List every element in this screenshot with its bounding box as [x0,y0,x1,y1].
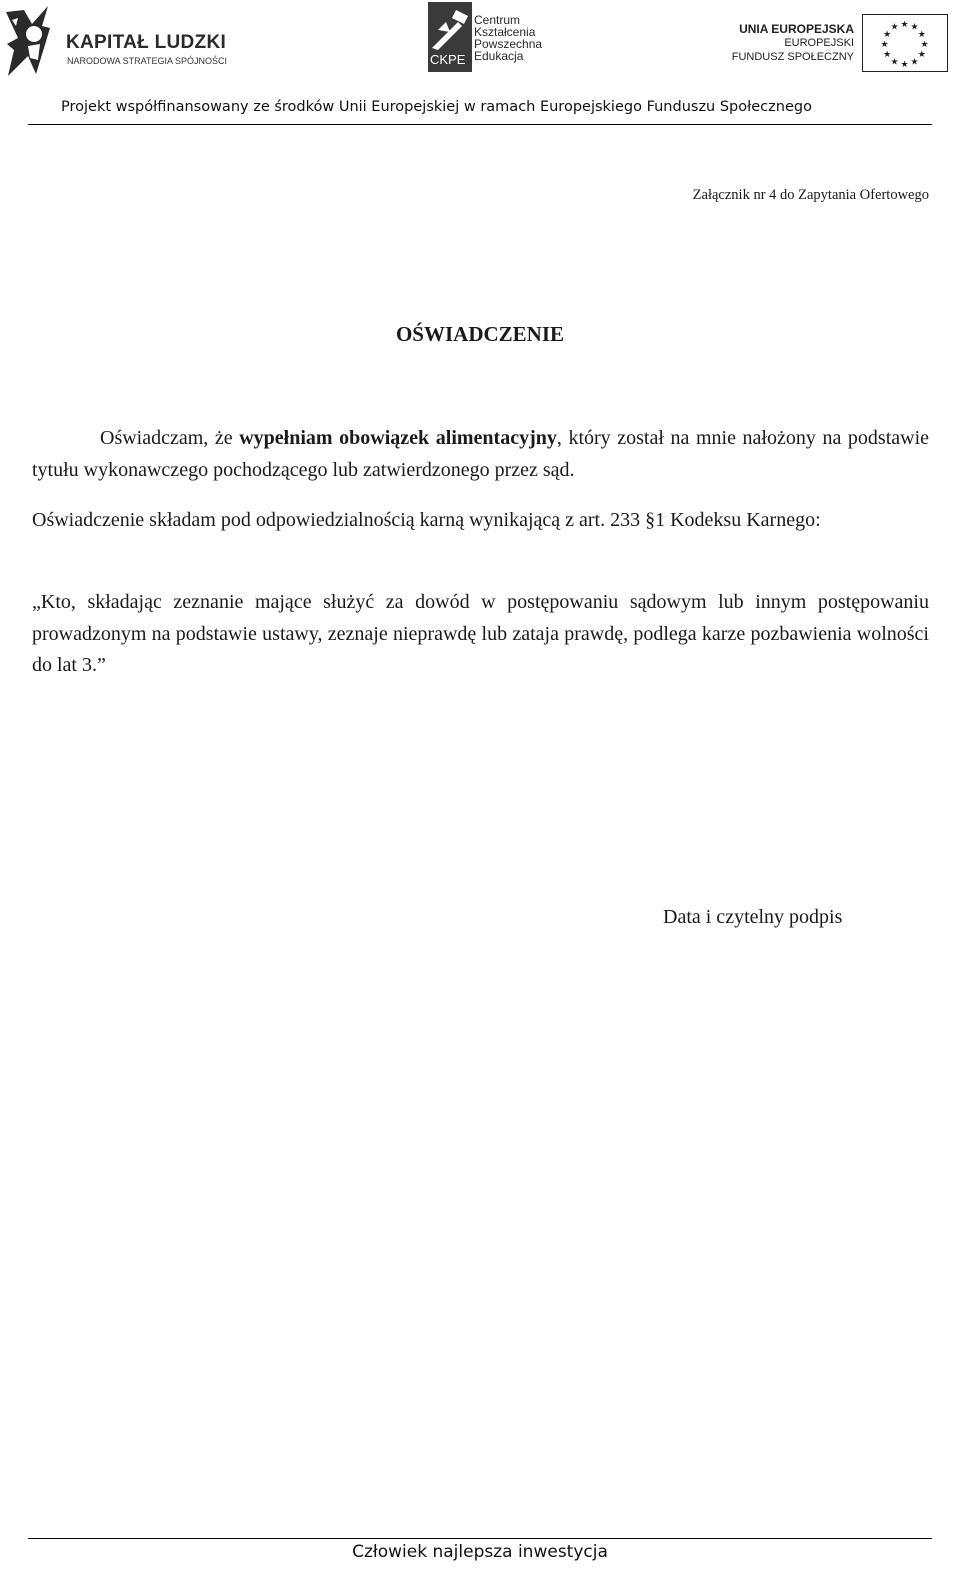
header-divider [28,124,932,125]
svg-text:★: ★ [880,40,889,50]
svg-text:★: ★ [900,60,909,70]
svg-text:★: ★ [910,22,919,33]
svg-text:★: ★ [917,30,926,40]
kapital-ludzki-logo [4,4,234,80]
liability-paragraph: Oświadczenie składam pod odpowiedzialnością karną wynikającą z art. 233 §1 Kodeksu Karnego: [32,509,821,531]
annex-label: Załącznik nr 4 do Zapytania Ofertowego [692,187,929,203]
ckpe-name [474,14,542,62]
svg-text:★: ★ [890,57,899,68]
declaration-text-start: Oświadczam, że [100,427,240,449]
svg-text:★: ★ [917,50,926,60]
kapital-ludzki-emblem-icon [4,4,64,80]
ckpe-line: Kształcenia [474,25,536,39]
svg-text:★: ★ [900,20,909,30]
svg-text:★: ★ [883,30,892,40]
eu-text [732,22,854,64]
svg-text:★: ★ [910,57,919,68]
svg-text:★: ★ [890,22,899,33]
eu-line: UNIA EUROPEJSKA [739,22,854,36]
declaration-paragraph [32,423,929,486]
eu-line: EUROPEJSKI [784,37,854,49]
footer-slogan: Człowiek najlepsza inwestycja [352,1542,608,1562]
logo-bar [0,0,960,92]
footer-divider [28,1538,932,1539]
eu-flag-icon [862,14,948,72]
svg-text:★: ★ [883,50,892,60]
project-funding-line: Projekt współfinansowany ze środków Unii Europejskiej w ramach Europejskiego Funduszu Społecznego [61,99,812,115]
ckpe-line: Powszechna [474,37,543,51]
kapital-ludzki-title: KAPITAŁ LUDZKI [66,32,227,53]
ckpe-badge: CKPE [430,52,466,67]
declaration-text-end: , który został na mnie nałożony na podstawie tytułu wykonawczego pochodzącego lub zatwierdzonego przez sąd. [32,427,930,481]
legal-quote-paragraph: „Kto, składając zeznanie mające służyć za dowód w postępowaniu sądowym lub innym postępowaniu prowadzonym na podstawie ustawy, zeznaje nieprawdę lub zataja prawdę, podlega karze pozbawienia wolności do lat 3.” [32,591,929,676]
eu-line: FUNDUSZ SPOŁECZNY [731,51,854,63]
ckpe-line: Centrum [474,13,521,27]
eu-logo [731,14,954,78]
kapital-ludzki-subtitle: NARODOWA STRATEGIA SPÓJNOŚCI [67,56,228,66]
ckpe-logo [428,2,548,74]
ckpe-line: Edukacja [474,49,524,63]
svg-text:★: ★ [920,40,929,50]
document-title: OŚWIADCZENIE [395,322,565,346]
declaration-bold-text: wypełniam obowiązek alimentacyjny [239,427,557,449]
signature-label: Data i czytelny podpis [663,906,843,928]
